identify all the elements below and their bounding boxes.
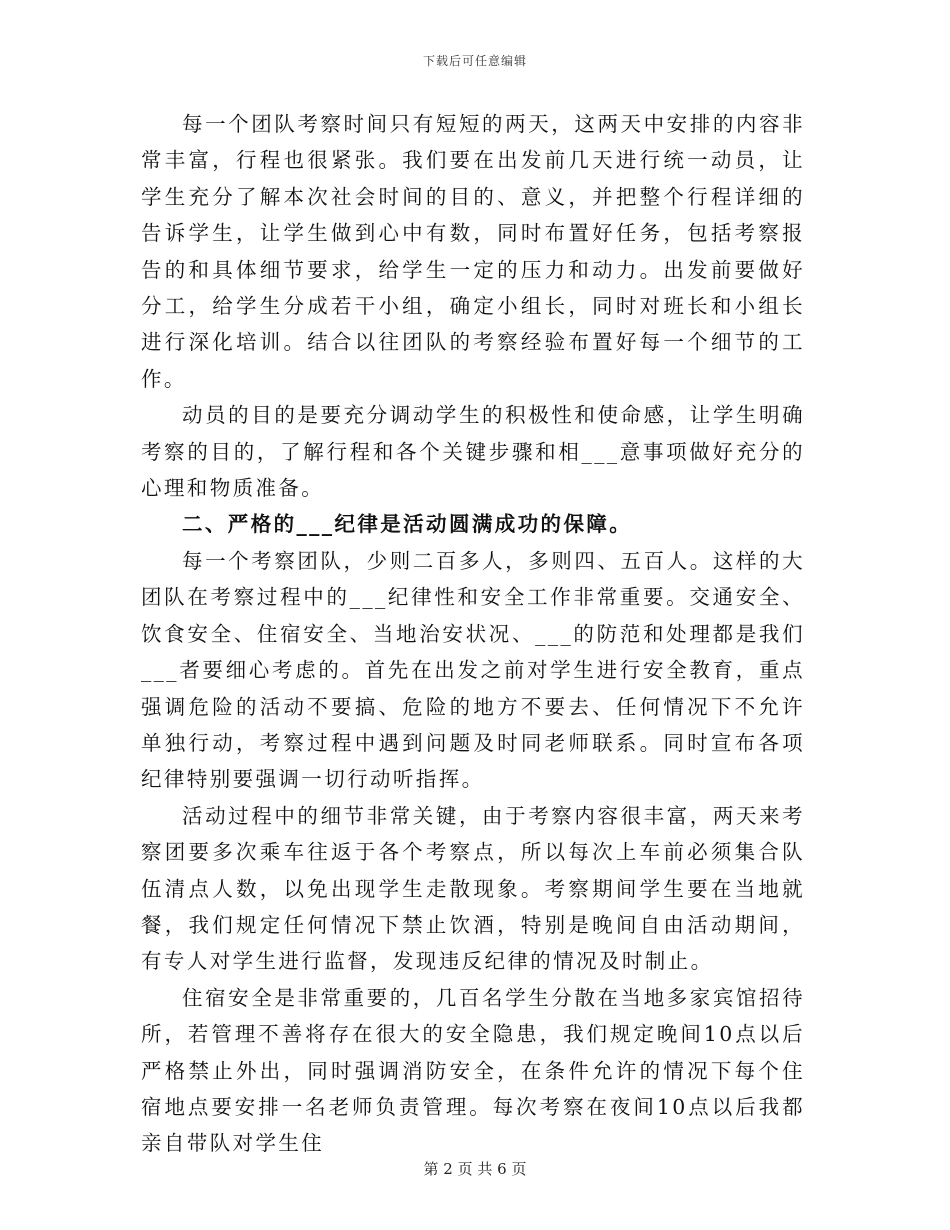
paragraph: 住宿安全是非常重要的，几百名学生分散在当地多家宾馆招待所，若管理不善将存在很大的安全隐患，我们规定晚间10点以后严格禁止外出，同时强调消防安全，在条件允许的情况下每个住宿地点要安排一名老师负责管理。每次考察在夜间10点以后我都亲自带队对学生住	[141, 985, 805, 1156]
page-header-note: 下载后可任意编辑	[422, 54, 527, 68]
document-body	[141, 106, 805, 1162]
paragraph: 动员的目的是要充分调动学生的积极性和使命感，让学生明确考察的目的，了解行程和各个关键步骤和相___意事项做好充分的心理和物质准备。	[141, 403, 805, 501]
section-heading: 二、严格的___纪律是活动圆满成功的保障。	[182, 512, 633, 537]
paragraph: 每一个考察团队，少则二百多人，多则四、五百人。这样的大团队在考察过程中的___纪律性和安全工作非常重要。交通安全、饮食安全、住宿安全、当地治安状况、___的防范和处理都是我们___者要细心考虑的。首先在出发之前对学生进行安全教育，重点强调危险的活动不要搞、危险的地方不要去、任何情况下不允许单独行动，考察过程中遇到问题及时同老师联系。同时宣布各项纪律特别要强调一切行动听指挥。	[141, 548, 805, 792]
page-number: 第 2 页 共 6 页	[423, 1160, 527, 1178]
paragraph: 活动过程中的细节非常关键，由于考察内容很丰富，两天来考察团要多次乘车往返于各个考察点，所以每次上车前必须集合队伍清点人数，以免出现学生走散现象。考察期间学生要在当地就餐，我们规定任何情况下禁止饮酒，特别是晚间自由活动期间，有专人对学生进行监督，发现违反纪律的情况及时制止。	[141, 803, 805, 974]
paragraph: 每一个团队考察时间只有短短的两天，这两天中安排的内容非常丰富，行程也很紧张。我们要在出发前几天进行统一动员，让学生充分了解本次社会时间的目的、意义，并把整个行程详细的告诉学生，让学生做到心中有数，同时布置好任务，包括考察报告的和具体细节要求，给学生一定的压力和动力。出发前要做好分工，给学生分成若干小组，确定小组长，同时对班长和小组长进行深化培训。结合以往团队的考察经验布置好每一个细节的工作。	[141, 112, 805, 391]
